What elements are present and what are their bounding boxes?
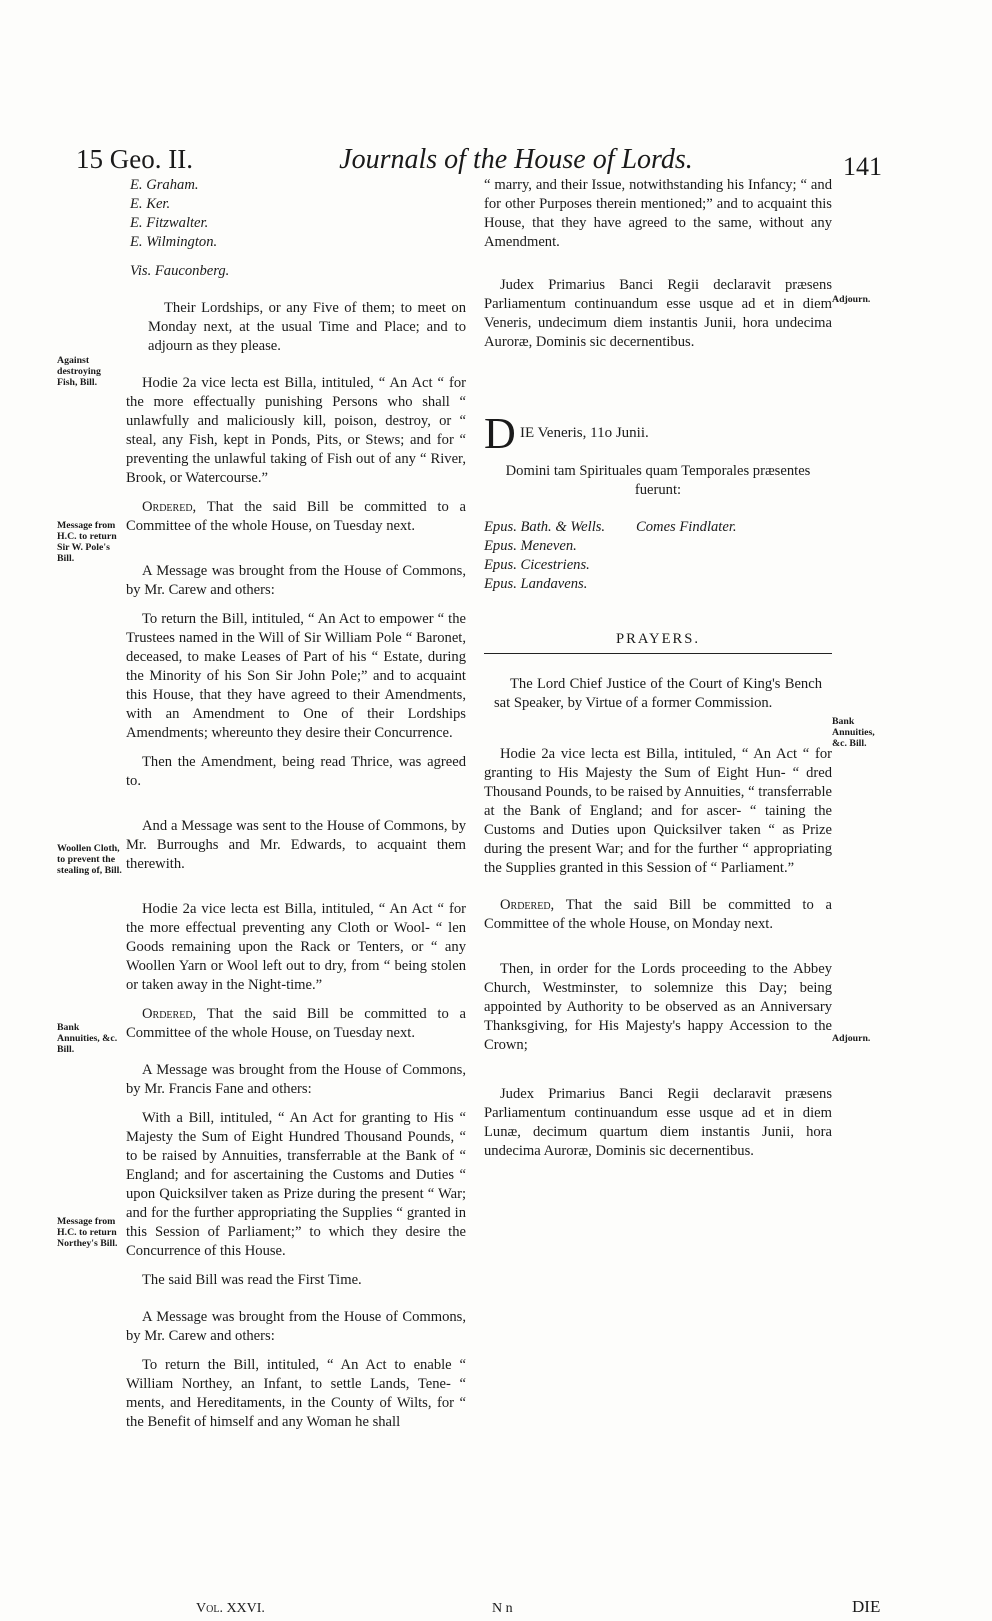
northey-bill-paragraph: To return the Bill, intituled, “ An Act to enable “ William Northey, an Infant, to settle Lands, Tene- “ ments, and Hereditaments, in the County of Wilts, for “ the Benefit of himself and any Woman he shall xyxy=(126,1357,466,1430)
attendance-list xyxy=(484,518,832,602)
message-paragraph: A Message was brought from the House of Commons, by Mr. Francis Fane and others: xyxy=(126,1062,466,1097)
woollen-bill-paragraph: Hodie 2a vice lecta est Billa, intituled, “ An Act “ for the more effectual preventing any Cloth or Wool- “ len Goods remaining upon the Rack or Tenters, or “ any Woollen Yarn or Wool left out to dry, from “ being stolen or taken away in the Night-time.” xyxy=(126,901,466,993)
page-header xyxy=(76,140,882,181)
earl-name: E. Ker. xyxy=(130,196,171,212)
section-divider xyxy=(484,653,832,654)
adjourn-paragraph: Judex Primarius Banci Regii declaravit præsens Parliamentum continuandum esse usque ad et in diem Lunæ, decimum quartum diem instantis Junii, hora undecima Auroræ, Dominis sic decernentibus. xyxy=(484,1086,832,1159)
amendment-paragraph: Then the Amendment, being read Thrice, was agreed to. xyxy=(126,754,466,789)
first-reading-paragraph: The said Bill was read the First Time. xyxy=(142,1272,362,1288)
prayers-heading: PRAYERS. xyxy=(615,631,700,647)
margin-note-bank-left: Bank Annuities, &c. Bill. xyxy=(57,1022,118,1055)
earl-name: Comes Findlater. xyxy=(636,519,737,535)
margin-note-bank-right: Bank Annuities, &c. Bill. xyxy=(832,716,875,749)
running-title: Journals of the House of Lords. xyxy=(339,144,693,175)
bank-bill-reading-paragraph: Hodie 2a vice lecta est Billa, intituled, “ An Act “ for granting to His Majesty the Sum of Eight Hun- “ dred Thousand Pounds, to be raised by Annuities, “ transferrable at the Bank of England; and for ascer- “ taining the Customs and Duties upon Quicksilver taken “ as Prize during the present War; and for the further “ appropriating the Supplies granted in this Session of “ Parliament.” xyxy=(484,746,832,876)
earls-list xyxy=(126,176,466,281)
margin-note-fish: Against destroying Fish, Bill. xyxy=(57,355,101,388)
margin-note-adjourn-2: Adjourn. xyxy=(832,1033,871,1044)
margin-note-northey: Message from H.C. to return Northey's Bill. xyxy=(57,1216,118,1249)
ordered-paragraph: Ordered, That the said Bill be committed to a Committee of the whole House, on Tuesday next. xyxy=(126,1006,466,1041)
pole-bill-paragraph: To return the Bill, intituled, “ An Act to empower “ the Trustees named in the Will of Sir William Pole “ Baronet, deceased, to make Leases of Part of his “ Estate, during the Minority of his Son Sir John Pole;” and to acquaint this House, that they have agreed to their Amendments, with an Amendment to One of their Lordships Amendments; whereunto they desire their Concurrence. xyxy=(126,611,466,741)
message-paragraph: A Message was brought from the House of Commons, by Mr. Carew and others: xyxy=(126,1309,466,1344)
volume-number: Vol. XXVI. xyxy=(196,1601,265,1616)
ordered-paragraph: Ordered, That the said Bill be committed to a Committee of the whole House, on Monday next. xyxy=(484,897,832,932)
margin-note-woollen: Woollen Cloth, to prevent the stealing of, Bill. xyxy=(57,843,122,876)
adjourn-paragraph: Judex Primarius Banci Regii declaravit præsens Parliamentum continuandum esse usque ad et in diem Veneris, undecimum diem instantis Junii, hora undecima Auroræ, Dominis sic decernentibus. xyxy=(484,277,832,350)
abbey-paragraph: Then, in order for the Lords proceeding to the Abbey Church, Westminster, to solemnize this Day; being appointed by Authority to be observed as an Anniversary Thanksgiving, for His Majesty's happy Accession to the Crown; xyxy=(484,961,832,1053)
catchword: DIE xyxy=(852,1597,881,1616)
bishop-name: Epus. Cicestriens. xyxy=(484,557,590,573)
speaker-paragraph: The Lord Chief Justice of the Court of King's Bench sat Speaker, by Virtue of a former Commission. xyxy=(494,676,822,711)
left-column xyxy=(126,176,466,1432)
signature-mark: N n xyxy=(492,1601,513,1616)
message-sent-paragraph: And a Message was sent to the House of Commons, by Mr. Burroughs and Mr. Edwards, to acquaint them therewith. xyxy=(126,818,466,872)
bishop-name: Epus. Meneven. xyxy=(484,538,577,554)
drop-cap: D xyxy=(484,409,516,458)
viscount-name: Vis. Fauconberg. xyxy=(130,263,230,279)
earl-name: E. Fitzwalter. xyxy=(130,215,209,231)
bank-bill-paragraph: With a Bill, intituled, “ An Act for granting to His “ Majesty the Sum of Eight Hundred Thousand Pounds, “ to be raised by Annuities, transferrable at the Bank of “ England; and for ascertaining the Customs and Duties “ upon Quicksilver taken as Prize during the present “ War; and for the further appropriating the Supplies “ granted in this Session of Parliament;” to which they desire the Concurrence of this House. xyxy=(126,1110,466,1259)
right-column xyxy=(484,176,832,1161)
earl-name: E. Graham. xyxy=(130,177,199,193)
ordered-paragraph: Ordered, That the said Bill be committed to a Committee of the whole House, on Tuesday next. xyxy=(126,499,466,534)
margin-note-pole: Message from H.C. to return Sir W. Pole's Bill. xyxy=(57,520,117,564)
committee-paragraph: Their Lordships, or any Five of them; to meet on Monday next, at the usual Time and Place; and to adjourn as they please. xyxy=(148,300,466,354)
fish-bill-paragraph: Hodie 2a vice lecta est Billa, intituled, “ An Act “ for the more effectually punishing Persons who shall “ unlawfully and maliciously kill, poison, destroy, or “ steal, any Fish, kept in Ponds, Pits, or Stews; and for “ preventing the unlawful taking of Fish out of any “ River, Brook, or Watercourse.” xyxy=(126,375,466,486)
northey-continuation: “ marry, and their Issue, notwithstanding his Infancy; “ and for other Purposes therein mentioned;” and to acquaint this House, that they have agreed to the same, without any Amendment. xyxy=(484,177,832,250)
day-heading-text: IE Veneris, 11o Junii. xyxy=(520,425,649,441)
regnal-year: 15 Geo. II. xyxy=(76,144,193,174)
day-heading xyxy=(484,409,832,458)
earl-name: E. Wilmington. xyxy=(130,234,218,250)
message-paragraph: A Message was brought from the House of Commons, by Mr. Carew and others: xyxy=(126,563,466,598)
domini-line: Domini tam Spirituales quam Temporales præsentes fuerunt: xyxy=(505,463,811,498)
page-number: 141 xyxy=(843,152,882,181)
bishop-name: Epus. Bath. & Wells. xyxy=(484,519,606,535)
bishop-name: Epus. Landavens. xyxy=(484,576,588,592)
margin-note-adjourn-1: Adjourn. xyxy=(832,294,871,305)
